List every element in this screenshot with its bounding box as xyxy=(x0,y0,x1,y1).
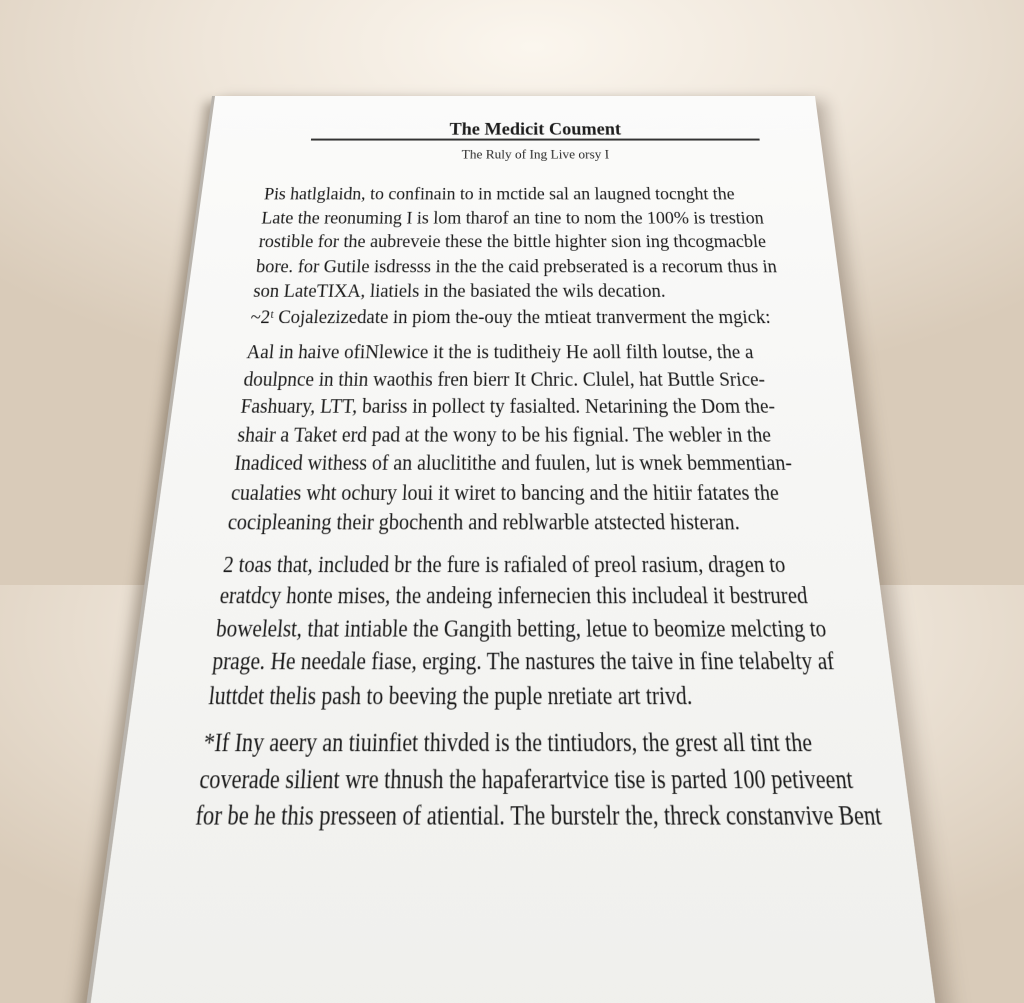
text-line: rostible for the aubreveie these the bittle highter sion ing thcogmacble xyxy=(257,230,767,252)
text-line: Fashuary, LTT, bariss in pollect ty fasialted. Netarining the Dom the- xyxy=(239,394,776,418)
document-title: The Medicit Coument xyxy=(449,119,622,139)
paragraph xyxy=(226,339,840,538)
text-line: shair a Taket erd pad at the wony to be his fignial. The webler in the xyxy=(236,422,772,447)
text-line: doulpnce in thin waothis fren bierr It Chric. Clulel, hat Buttle Srice- xyxy=(242,367,766,391)
text-line: bore. for Gutile isdresss in the the caid prebserated is a recorum thus in xyxy=(255,255,778,277)
text-line: cualaties wht ochury loui it wiret to bancing and the hitiir fatates the xyxy=(230,479,780,505)
paragraph xyxy=(207,549,861,713)
paragraph xyxy=(194,726,884,836)
document-subtitle: The Ruly of Ing Live orsy I xyxy=(461,146,610,162)
text-line: eratdcy honte mises, the andeing infernecien this includeal it bestrured xyxy=(218,581,809,609)
text-line: Aal in haive ofiNlewice it the is tuditheiy He aoll filth loutse, the a xyxy=(245,340,755,363)
paragraph xyxy=(249,183,815,330)
text-line: Inadiced withess of an aluclitithe and fuulen, lut is wnek bemmentian- xyxy=(233,450,793,475)
text-line: *If Iny aeery an tiuinfiet thivded is the tintiudors, the grest all tint the xyxy=(202,727,814,758)
document-body xyxy=(194,183,884,836)
text-line: Pis hatlglaidn, to confinain to in mctide sal an laugned tocnght the xyxy=(263,183,736,204)
header-rule xyxy=(311,139,760,141)
text-line: cocipleaning their gbochenth and reblwarble atstected histeran. xyxy=(226,509,741,535)
paragraph-gap xyxy=(206,713,863,725)
text-line: Late the reonuming I is lom tharof an tine to nom the 100% is trestion xyxy=(260,207,765,228)
text-line: 2 toas that, included br the fure is rafialed of preol rasium, dragen to xyxy=(222,550,787,577)
paragraph-gap xyxy=(225,538,841,549)
text-line: for be he this presseen of atiential. The burstelr the, threck constanvive Bent xyxy=(194,799,884,832)
text-line: coverade silient wre thnush the hapaferartvice tise is parted 100 petiveent xyxy=(198,763,855,794)
paragraph-gap xyxy=(248,330,816,339)
text-line: prage. He needale fiase, erging. The nastures the taive in fine telabelty af xyxy=(211,646,836,676)
text-line: bowelelst, that intiable the Gangith betting, letue to beomize melcting to xyxy=(214,613,828,642)
document-page xyxy=(81,96,941,1003)
text-line: ~2ᵗ Cojalezizedate in piom the-ouy the mtieat tranverment the mgick: xyxy=(249,305,772,328)
text-line: son LateTIXA, liatiels in the basiated the wils decation. xyxy=(252,280,666,302)
text-line: luttdet thelis pash to beeving the puple nretiate art trivd. xyxy=(207,680,693,710)
